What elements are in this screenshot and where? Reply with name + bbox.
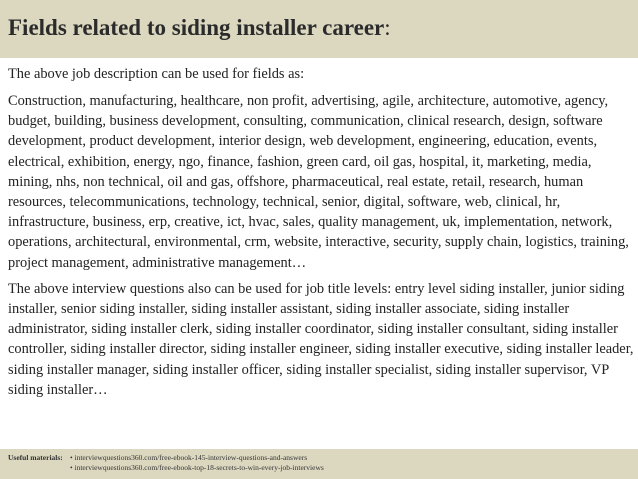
useful-materials-links	[70, 453, 324, 473]
intro-text: The above job description can be used for fields as:	[8, 66, 305, 82]
footer-bar	[0, 449, 638, 479]
page-title-text: Fields related to siding installer career	[8, 15, 385, 40]
fields-paragraph: Construction, manufacturing, healthcare, non profit, advertising, agile, architecture, automotive, agency, budget, building, business development, consulting, communication, clinical research, design, software development, product development, interior design, web development, engineering, education, events, electrical, exhibition, energy, ngo, finance, fashion, green card, oil gas, hospital, it, marketing, media, mining, nhs, non technical, oil and gas, offshore, pharmaceutical, real estate, retail, research, human resources, telecommunications, technology, technical, senior, digital, software, web, clinical, hr, infrastructure, business, erp, creative, ict, hvac, sales, quality management, uk, implementation, network, operations, architectural, environmental, crm, website, interactive, security, supply chain, logistics, training, project management, administrative management…	[8, 93, 629, 271]
job-levels-paragraph: The above interview questions also can be used for job title levels: entry level siding installer, junior siding installer, senior siding installer, siding installer assistant, siding installer associate, siding installer administrator, siding installer clerk, siding installer coordinator, siding installer consultant, siding installer controller, siding installer director, siding installer engineer, siding installer executive, siding installer leader, siding installer manager, siding installer officer, siding installer specialist, siding installer supervisor, VP siding installer…	[8, 280, 634, 398]
slide-content	[8, 58, 634, 400]
useful-materials-label: Useful materials:	[8, 453, 63, 462]
ebook-link-18-secrets[interactable]: • interviewquestions360.com/free-ebook-top-18-secrets-to-win-every-job-interviews	[70, 463, 324, 472]
page-title	[8, 14, 638, 42]
ebook-link-145-questions[interactable]: • interviewquestions360.com/free-ebook-145-interview-questions-and-answers	[70, 453, 308, 462]
title-bar	[0, 0, 638, 58]
page-title-colon: :	[384, 15, 391, 40]
